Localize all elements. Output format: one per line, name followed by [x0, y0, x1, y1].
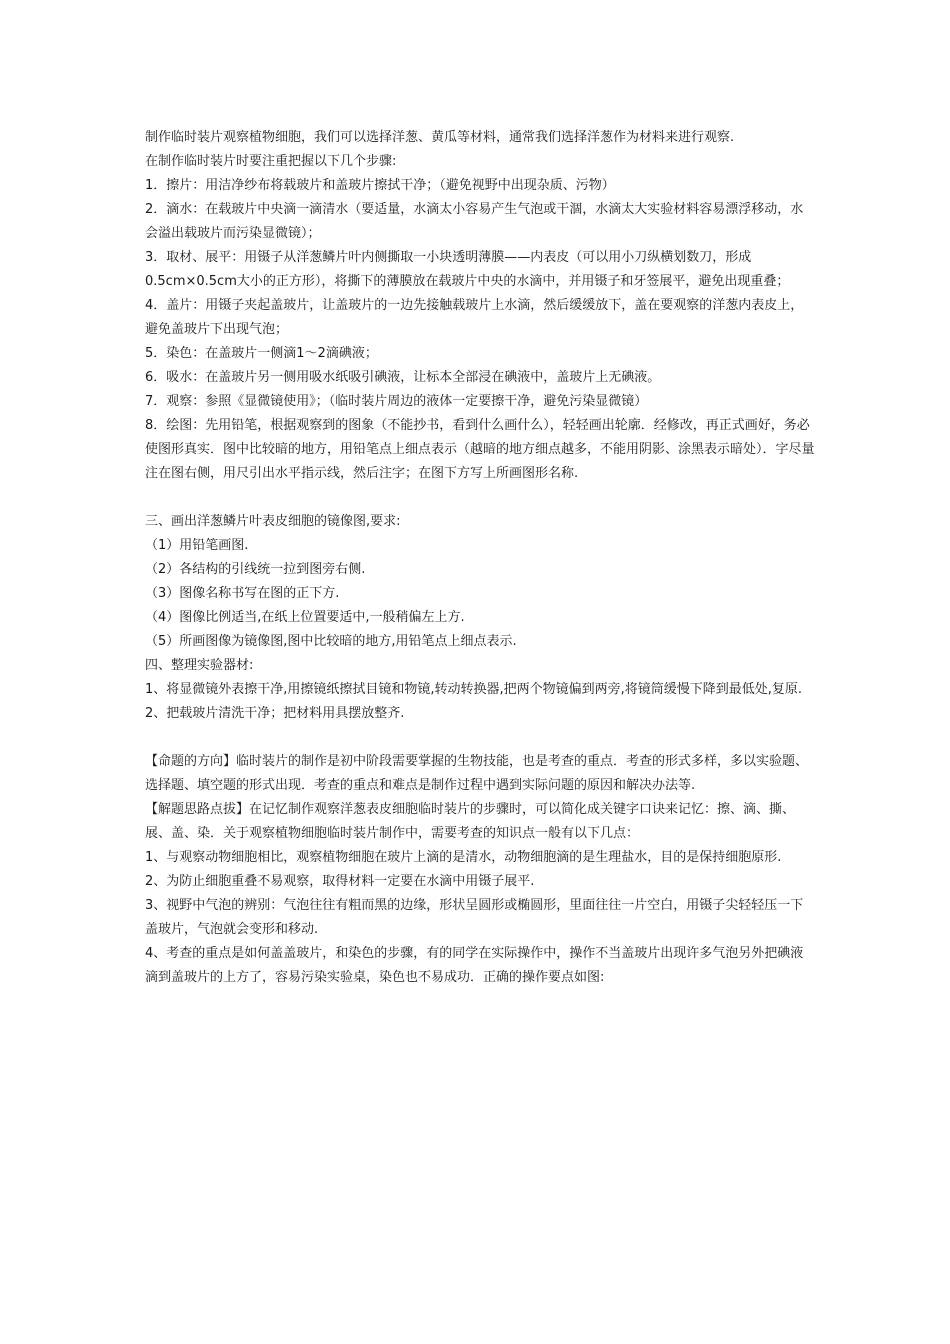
step-item: 8．绘图：先用铅笔，根据观察到的图象（不能抄书，看到什么画什么），轻轻画出轮廓．经修改，再正式画好，务必使图形真实．图中比较暗的地方，用铅笔点上细点表示（越暗的地方细点越多，不能用阴影、涂黑表示暗处）．字尽量注在图右侧，用尺引出水平指示线，然后注字；在图下方写上所画图形名称. — [145, 418, 815, 481]
section-heading: 四、整理实验器材: — [145, 658, 254, 673]
step-item: 1．擦片：用洁净纱布将载玻片和盖玻片擦拭干净；（避免视野中出现杂质、污物） — [145, 178, 615, 193]
requirement-item: （2）各结构的引线统一拉到图旁右侧. — [145, 562, 366, 577]
cleanup-item: 2、把载玻片清洗干净；把材料用具摆放整齐. — [145, 706, 405, 721]
tip-item: 4、考查的重点是如何盖盖玻片，和染色的步骤，有的同学在实际操作中，操作不当盖玻片出现许多气泡另外把碘液滴到盖玻片的上方了，容易污染实验桌，染色也不易成功．正确的操作要点如图: — [145, 946, 804, 985]
tip-item: 3、视野中气泡的辨别：气泡往往有粗而黑的边缘，形状呈圆形或椭圆形，里面往往一片空白，用镊子尖轻轻压一下盖玻片，气泡就会变形和移动. — [145, 898, 804, 937]
document-body — [145, 126, 815, 990]
requirement-item: （5）所画图像为镜像图,图中比较暗的地方,用铅笔点上细点表示. — [145, 634, 517, 649]
intro-line: 制作临时装片观察植物细胞，我们可以选择洋葱、黄瓜等材料，通常我们选择洋葱作为材料来进行观察. — [145, 130, 735, 145]
step-item: 4．盖片：用镊子夹起盖玻片，让盖玻片的一边先接触载玻片上水滴，然后缓缓放下，盖在要观察的洋葱内表皮上，避免盖玻片下出现气泡； — [145, 298, 804, 337]
tip-item: 1、与观察动物细胞相比，观察植物细胞在玻片上滴的是清水，动物细胞滴的是生理盐水，目的是保持细胞原形. — [145, 850, 782, 865]
step-item: 2．滴水：在载玻片中央滴一滴清水（要适量，水滴太小容易产生气泡或干涸，水滴太大实验材料容易漂浮移动，水会溢出载玻片而污染显微镜）； — [145, 202, 804, 241]
step-item: 3．取材、展平：用镊子从洋葱鳞片叶内侧撕取一小块透明薄膜——内表皮（可以用小刀纵横划数刀，形成0.5cm×0.5cm大小的正方形），将撕下的薄膜放在载玻片中央的水滴中，并用镊子和牙签展平，避免出现重叠； — [145, 250, 790, 289]
spacer — [145, 486, 815, 510]
requirement-item: （3）图像名称书写在图的正下方. — [145, 586, 340, 601]
direction-paragraph: 【命题的方向】临时装片的制作是初中阶段需要掌握的生物技能，也是考查的重点．考查的形式多样，多以实验题、选择题、填空题的形式出现．考查的重点和难点是制作过程中遇到实际问题的原因和解决办法等. — [145, 754, 809, 793]
requirement-item: （4）图像比例适当,在纸上位置要适中,一般稍偏左上方. — [145, 610, 465, 625]
step-item: 6．吸水：在盖玻片另一侧用吸水纸吸引碘液，让标本全部浸在碘液中，盖玻片上无碘液。 — [145, 370, 661, 385]
requirement-item: （1）用铅笔画图. — [145, 538, 249, 553]
intro-line: 在制作临时装片时要注重把握以下几个步骤: — [145, 154, 397, 169]
step-item: 5．染色：在盖玻片一侧滴1～2滴碘液； — [145, 346, 378, 361]
section-heading: 三、画出洋葱鳞片叶表皮细胞的镜像图,要求: — [145, 514, 401, 529]
tips-paragraph: 【解题思路点拔】在记忆制作观察洋葱表皮细胞临时装片的步骤时，可以简化成关键字口诀来记忆：擦、滴、撕、展、盖、染．关于观察植物细胞临时装片制作中，需要考查的知识点一般有以下几点： — [145, 802, 796, 841]
cleanup-item: 1、将显微镜外表擦干净,用擦镜纸擦拭目镜和物镜,转动转换器,把两个物镜偏到两旁,将镜筒缓慢下降到最低处,复原. — [145, 682, 803, 697]
spacer — [145, 726, 815, 750]
tip-item: 2、为防止细胞重叠不易观察，取得材料一定要在水滴中用镊子展平. — [145, 874, 535, 889]
step-item: 7．观察：参照《显微镜使用》；（临时装片周边的液体一定要擦干净，避免污染显微镜） — [145, 394, 648, 409]
